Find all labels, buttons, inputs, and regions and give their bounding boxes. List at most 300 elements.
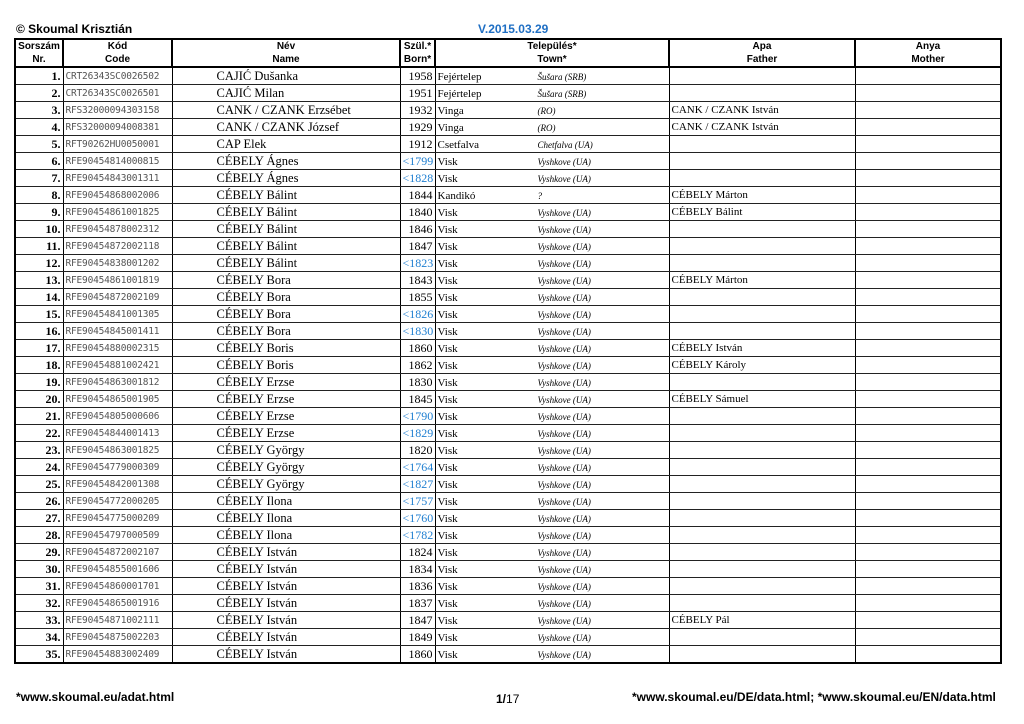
row-number: 1. — [15, 67, 63, 85]
person-name: CÉBELY Bálint — [172, 221, 400, 238]
record-code: RFE90454865001905 — [63, 391, 172, 408]
mother-name — [855, 510, 1001, 527]
column-header-sublabel: Mother — [911, 54, 945, 65]
town-hungarian: Kandikó — [437, 189, 476, 202]
row-number: 12. — [15, 255, 63, 272]
father-name — [669, 238, 855, 255]
row-number: 18. — [15, 357, 63, 374]
table-row — [15, 272, 1001, 289]
column-header-father — [669, 39, 855, 67]
town-original: Vyshkove (UA) — [537, 530, 591, 541]
footer-links-de-en[interactable]: *www.skoumal.eu/DE/data.html; *www.skoumal.eu/EN/data.html — [632, 690, 996, 704]
birth-year: 1846 — [400, 221, 435, 238]
column-header-mother — [855, 39, 1001, 67]
town-hungarian: Visk — [437, 563, 458, 576]
mother-name — [855, 578, 1001, 595]
row-number: 30. — [15, 561, 63, 578]
town-hungarian: Visk — [437, 410, 458, 423]
person-name: CÉBELY István — [172, 612, 400, 629]
birth-year: 1862 — [400, 357, 435, 374]
table-header-row — [15, 39, 1001, 67]
mother-name — [855, 238, 1001, 255]
birth-town — [435, 510, 669, 527]
column-header-born — [400, 39, 435, 67]
person-name: CAP Elek — [172, 136, 400, 153]
table-row — [15, 170, 1001, 187]
birth-town — [435, 272, 669, 289]
birth-town — [435, 119, 669, 136]
column-header-sublabel: Name — [272, 54, 300, 65]
footer-link-hu[interactable]: *www.skoumal.eu/adat.html — [16, 690, 175, 704]
row-number: 14. — [15, 289, 63, 306]
town-original: Vyshkove (UA) — [537, 343, 591, 354]
record-code: RFE90454872002118 — [63, 238, 172, 255]
town-hungarian: Visk — [437, 206, 458, 219]
mother-name — [855, 306, 1001, 323]
person-name: CAJIĆ Milan — [172, 85, 400, 102]
father-name — [669, 306, 855, 323]
row-number: 24. — [15, 459, 63, 476]
birth-town — [435, 85, 669, 102]
record-code: RFE90454860001701 — [63, 578, 172, 595]
person-name: CÉBELY István — [172, 544, 400, 561]
record-code: RFE90454779000309 — [63, 459, 172, 476]
person-name: CÉBELY Bora — [172, 289, 400, 306]
town-hungarian: Visk — [437, 172, 458, 185]
mother-name — [855, 102, 1001, 119]
father-name: CÉBELY Bálint — [669, 204, 855, 221]
record-code: RFE90454871002111 — [63, 612, 172, 629]
person-name: CÉBELY Erzse — [172, 425, 400, 442]
father-name — [669, 255, 855, 272]
row-number: 13. — [15, 272, 63, 289]
record-code: RFE90454861001819 — [63, 272, 172, 289]
row-number: 27. — [15, 510, 63, 527]
birth-town — [435, 323, 669, 340]
father-name — [669, 374, 855, 391]
town-original: Chetfalva (UA) — [537, 139, 593, 150]
father-name: CÉBELY Márton — [669, 187, 855, 204]
row-number: 9. — [15, 204, 63, 221]
town-original: ? — [537, 190, 542, 201]
mother-name — [855, 425, 1001, 442]
person-name: CÉBELY Bálint — [172, 238, 400, 255]
mother-name — [855, 255, 1001, 272]
birth-town — [435, 170, 669, 187]
birth-town — [435, 238, 669, 255]
column-header-sublabel: Nr. — [32, 54, 46, 65]
town-original: Vyshkove (UA) — [537, 309, 591, 320]
town-hungarian: Csetfalva — [437, 138, 480, 151]
column-header-label: Név — [276, 41, 296, 52]
town-hungarian: Visk — [437, 393, 458, 406]
town-original: Vyshkove (UA) — [537, 411, 591, 422]
town-hungarian: Visk — [437, 461, 458, 474]
mother-name — [855, 357, 1001, 374]
birth-year: 1820 — [400, 442, 435, 459]
birth-year: 1958 — [400, 67, 435, 85]
mother-name — [855, 476, 1001, 493]
person-name: CÉBELY Bora — [172, 272, 400, 289]
table-row — [15, 459, 1001, 476]
row-number: 20. — [15, 391, 63, 408]
record-code: CRT26343SC0026502 — [63, 67, 172, 85]
town-hungarian: Visk — [437, 614, 458, 627]
town-original: Vyshkove (UA) — [537, 326, 591, 337]
table-row — [15, 187, 1001, 204]
father-name — [669, 136, 855, 153]
record-code: RFE90454842001308 — [63, 476, 172, 493]
record-code: RFE90454881002421 — [63, 357, 172, 374]
father-name — [669, 646, 855, 664]
record-code: RFE90454843001311 — [63, 170, 172, 187]
person-name: CÉBELY István — [172, 629, 400, 646]
mother-name — [855, 459, 1001, 476]
birth-town — [435, 459, 669, 476]
mother-name — [855, 170, 1001, 187]
town-hungarian: Visk — [437, 342, 458, 355]
father-name — [669, 578, 855, 595]
birth-town — [435, 391, 669, 408]
column-header-label: Település* — [527, 41, 577, 52]
father-name — [669, 544, 855, 561]
town-original: Vyshkove (UA) — [537, 479, 591, 490]
column-header-sublabel: Code — [105, 54, 130, 65]
father-name — [669, 442, 855, 459]
mother-name — [855, 408, 1001, 425]
row-number: 11. — [15, 238, 63, 255]
column-header-label: Apa — [752, 41, 772, 52]
birth-town — [435, 67, 669, 85]
mother-name — [855, 391, 1001, 408]
town-hungarian: Vinga — [437, 121, 464, 134]
table-row — [15, 255, 1001, 272]
father-name — [669, 408, 855, 425]
mother-name — [855, 374, 1001, 391]
table-row — [15, 561, 1001, 578]
town-hungarian: Visk — [437, 155, 458, 168]
father-name — [669, 85, 855, 102]
row-number: 34. — [15, 629, 63, 646]
mother-name — [855, 544, 1001, 561]
town-original: Vyshkove (UA) — [537, 649, 591, 660]
birth-year: 1830 — [400, 374, 435, 391]
town-original: Vyshkove (UA) — [537, 547, 591, 558]
record-code: RFE90454772000205 — [63, 493, 172, 510]
father-name — [669, 629, 855, 646]
mother-name — [855, 85, 1001, 102]
birth-town — [435, 136, 669, 153]
record-code: RFE90454861001825 — [63, 204, 172, 221]
father-name — [669, 510, 855, 527]
father-name — [669, 153, 855, 170]
row-number: 33. — [15, 612, 63, 629]
version-label: V.2015.03.29 — [478, 22, 549, 36]
column-header-label: Kód — [107, 41, 128, 52]
record-code: RFE90454814000815 — [63, 153, 172, 170]
mother-name — [855, 221, 1001, 238]
town-original: Vyshkove (UA) — [537, 513, 591, 524]
record-code: RFE90454868002006 — [63, 187, 172, 204]
record-code: RFE90454865001916 — [63, 595, 172, 612]
page-indicator — [496, 692, 519, 706]
birth-year: <1790 — [400, 408, 435, 425]
town-hungarian: Visk — [437, 359, 458, 372]
birth-town — [435, 544, 669, 561]
record-code: RFS32000094303158 — [63, 102, 172, 119]
table-row — [15, 442, 1001, 459]
father-name — [669, 289, 855, 306]
person-name: CÉBELY Boris — [172, 357, 400, 374]
row-number: 25. — [15, 476, 63, 493]
father-name: CÉBELY Károly — [669, 357, 855, 374]
record-code: RFE90454863001812 — [63, 374, 172, 391]
town-original: Vyshkove (UA) — [537, 615, 591, 626]
birth-year: 1845 — [400, 391, 435, 408]
person-name: CÉBELY Bálint — [172, 187, 400, 204]
town-original: Vyshkove (UA) — [537, 394, 591, 405]
town-hungarian: Visk — [437, 478, 458, 491]
row-number: 16. — [15, 323, 63, 340]
person-name: CÉBELY Ágnes — [172, 170, 400, 187]
record-code: RFE90454775000209 — [63, 510, 172, 527]
row-number: 29. — [15, 544, 63, 561]
mother-name — [855, 323, 1001, 340]
table-row — [15, 544, 1001, 561]
table-row — [15, 306, 1001, 323]
record-code: RFE90454863001825 — [63, 442, 172, 459]
birth-year: 1849 — [400, 629, 435, 646]
page-current: 1/ — [496, 692, 507, 706]
town-hungarian: Visk — [437, 512, 458, 525]
birth-town — [435, 289, 669, 306]
birth-year: 1840 — [400, 204, 435, 221]
row-number: 8. — [15, 187, 63, 204]
row-number: 6. — [15, 153, 63, 170]
birth-year: 1929 — [400, 119, 435, 136]
person-name: CÉBELY György — [172, 442, 400, 459]
town-original: Vyshkove (UA) — [537, 377, 591, 388]
birth-year: 1844 — [400, 187, 435, 204]
father-name — [669, 476, 855, 493]
column-header-label: Szül.* — [403, 41, 432, 52]
birth-year: <1760 — [400, 510, 435, 527]
table-row — [15, 204, 1001, 221]
town-original: Vyshkove (UA) — [537, 292, 591, 303]
father-name — [669, 425, 855, 442]
person-name: CÉBELY Ágnes — [172, 153, 400, 170]
town-original: Vyshkove (UA) — [537, 258, 591, 269]
table-row — [15, 289, 1001, 306]
row-number: 32. — [15, 595, 63, 612]
person-name: CÉBELY István — [172, 578, 400, 595]
town-original: Vyshkove (UA) — [537, 173, 591, 184]
author-copyright: © Skoumal Krisztián — [16, 22, 133, 36]
table-row — [15, 221, 1001, 238]
birth-town — [435, 408, 669, 425]
column-header-sublabel: Town* — [537, 54, 567, 65]
mother-name — [855, 119, 1001, 136]
column-header-label: Sorszám — [18, 41, 60, 52]
father-name: CÉBELY Sámuel — [669, 391, 855, 408]
birth-town — [435, 153, 669, 170]
table-row — [15, 595, 1001, 612]
person-name: CANK / CZANK Erzsébet — [172, 102, 400, 119]
mother-name — [855, 136, 1001, 153]
birth-town — [435, 612, 669, 629]
birth-town — [435, 578, 669, 595]
birth-year: <1823 — [400, 255, 435, 272]
father-name — [669, 67, 855, 85]
row-number: 28. — [15, 527, 63, 544]
birth-year: <1799 — [400, 153, 435, 170]
father-name: CÉBELY István — [669, 340, 855, 357]
person-name: CANK / CZANK József — [172, 119, 400, 136]
person-name: CÉBELY György — [172, 459, 400, 476]
birth-year: <1782 — [400, 527, 435, 544]
town-hungarian: Visk — [437, 223, 458, 236]
birth-town — [435, 561, 669, 578]
person-name: CÉBELY Bálint — [172, 255, 400, 272]
table-row — [15, 578, 1001, 595]
birth-year: 1824 — [400, 544, 435, 561]
mother-name — [855, 527, 1001, 544]
person-name: CÉBELY Boris — [172, 340, 400, 357]
person-name: CÉBELY Erzse — [172, 408, 400, 425]
birth-town — [435, 102, 669, 119]
table-body — [15, 67, 1001, 663]
town-original: Vyshkove (UA) — [537, 632, 591, 643]
town-original: Vyshkove (UA) — [537, 360, 591, 371]
birth-town — [435, 306, 669, 323]
town-original: Vyshkove (UA) — [537, 581, 591, 592]
town-original: Vyshkove (UA) — [537, 241, 591, 252]
table-row — [15, 510, 1001, 527]
town-hungarian: Visk — [437, 529, 458, 542]
town-original: Vyshkove (UA) — [537, 428, 591, 439]
table-row — [15, 119, 1001, 136]
mother-name — [855, 493, 1001, 510]
mother-name — [855, 646, 1001, 664]
birth-year: <1764 — [400, 459, 435, 476]
father-name — [669, 459, 855, 476]
town-hungarian: Visk — [437, 648, 458, 661]
town-hungarian: Visk — [437, 495, 458, 508]
table-row — [15, 85, 1001, 102]
birth-year: <1830 — [400, 323, 435, 340]
table-row — [15, 612, 1001, 629]
record-code: RFE90454845001411 — [63, 323, 172, 340]
town-hungarian: Visk — [437, 427, 458, 440]
birth-town — [435, 204, 669, 221]
father-name — [669, 527, 855, 544]
birth-town — [435, 646, 669, 664]
record-code: RFE90454844001413 — [63, 425, 172, 442]
table-row — [15, 391, 1001, 408]
person-name: CÉBELY Bálint — [172, 204, 400, 221]
row-number: 35. — [15, 646, 63, 664]
record-code: RFE90454872002109 — [63, 289, 172, 306]
birth-year: 1860 — [400, 340, 435, 357]
row-number: 5. — [15, 136, 63, 153]
birth-town — [435, 255, 669, 272]
record-code: RFE90454872002107 — [63, 544, 172, 561]
mother-name — [855, 442, 1001, 459]
column-header-sublabel: Father — [746, 54, 778, 65]
row-number: 31. — [15, 578, 63, 595]
town-hungarian: Fejértelep — [437, 87, 482, 100]
row-number: 7. — [15, 170, 63, 187]
father-name: CÉBELY Pál — [669, 612, 855, 629]
mother-name — [855, 289, 1001, 306]
town-original: Vyshkove (UA) — [537, 224, 591, 235]
table-row — [15, 408, 1001, 425]
table-row — [15, 136, 1001, 153]
record-code: RFE90454878002312 — [63, 221, 172, 238]
table-row — [15, 153, 1001, 170]
father-name — [669, 170, 855, 187]
birth-year: <1829 — [400, 425, 435, 442]
birth-town — [435, 340, 669, 357]
table-row — [15, 102, 1001, 119]
town-original: Vyshkove (UA) — [537, 462, 591, 473]
town-hungarian: Visk — [437, 580, 458, 593]
town-hungarian: Visk — [437, 240, 458, 253]
row-number: 17. — [15, 340, 63, 357]
table-row — [15, 67, 1001, 85]
mother-name — [855, 67, 1001, 85]
column-header-sublabel: Born* — [403, 54, 432, 65]
person-name: CÉBELY István — [172, 561, 400, 578]
birth-year: 1834 — [400, 561, 435, 578]
birth-year: <1757 — [400, 493, 435, 510]
row-number: 21. — [15, 408, 63, 425]
birth-year: <1828 — [400, 170, 435, 187]
father-name — [669, 221, 855, 238]
father-name — [669, 561, 855, 578]
birth-town — [435, 442, 669, 459]
birth-year: 1847 — [400, 238, 435, 255]
mother-name — [855, 272, 1001, 289]
town-hungarian: Visk — [437, 274, 458, 287]
town-original: (RO) — [537, 122, 556, 133]
father-name: CANK / CZANK István — [669, 119, 855, 136]
town-hungarian: Visk — [437, 546, 458, 559]
column-header-nr — [15, 39, 63, 67]
record-code: RFS32000094008381 — [63, 119, 172, 136]
town-hungarian: Visk — [437, 376, 458, 389]
town-hungarian: Visk — [437, 325, 458, 338]
birth-town — [435, 374, 669, 391]
mother-name — [855, 629, 1001, 646]
birth-year: 1836 — [400, 578, 435, 595]
mother-name — [855, 561, 1001, 578]
page-total: 17 — [506, 692, 520, 706]
birth-year: 1837 — [400, 595, 435, 612]
person-name: CÉBELY Ilona — [172, 493, 400, 510]
person-name: CAJIĆ Dušanka — [172, 67, 400, 85]
row-number: 22. — [15, 425, 63, 442]
town-original: Vyshkove (UA) — [537, 445, 591, 456]
town-original: Vyshkove (UA) — [537, 598, 591, 609]
person-name: CÉBELY Erzse — [172, 391, 400, 408]
column-header-code — [63, 39, 172, 67]
birth-year: 1855 — [400, 289, 435, 306]
table-row — [15, 374, 1001, 391]
table-row — [15, 493, 1001, 510]
town-hungarian: Visk — [437, 308, 458, 321]
record-code: RFE90454838001202 — [63, 255, 172, 272]
